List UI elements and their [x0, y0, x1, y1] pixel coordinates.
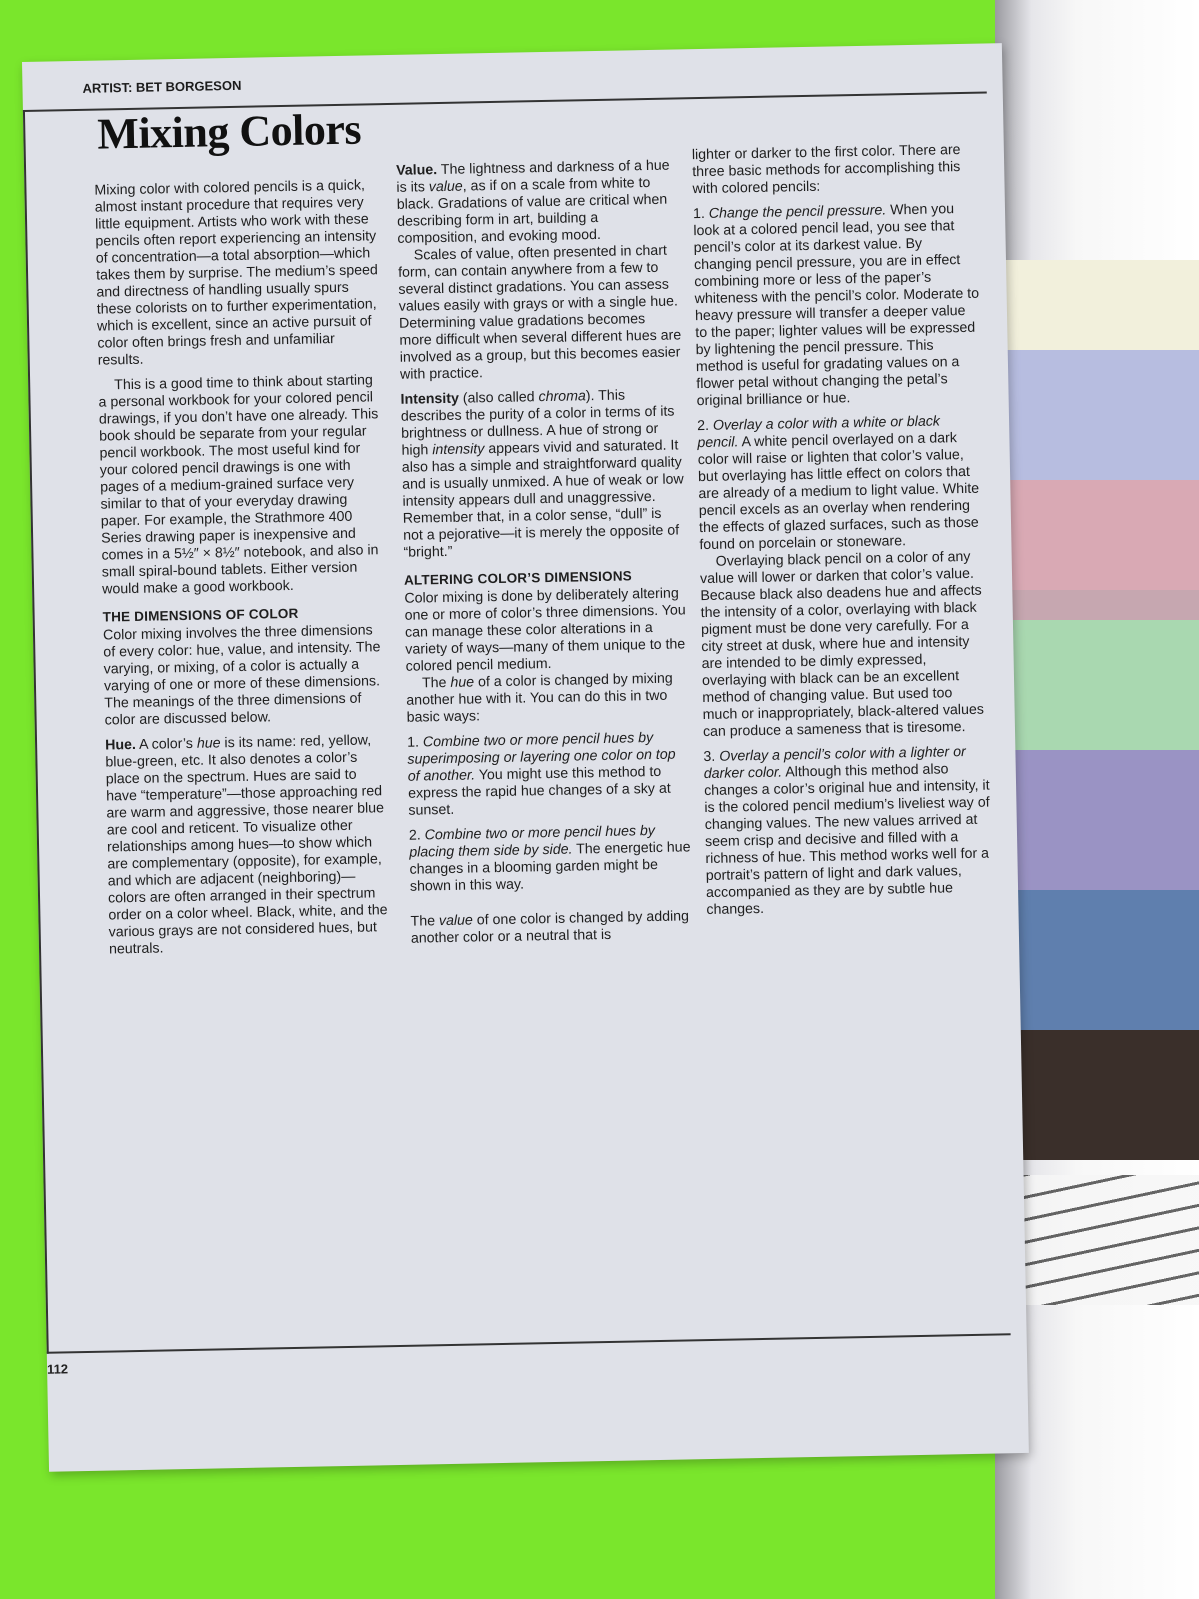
page-number: 112 [46, 1361, 69, 1377]
swatch-dark-brown [1000, 1030, 1199, 1160]
heading-dimensions-of-color: THE DIMENSIONS OF COLOR [102, 605, 299, 625]
hue-method-2: 2. Combine two or more pencil hues by placing them side by side. The energetic hue changes in a blooming garden might be shown in this way. [408, 822, 691, 895]
value-method-2: 2. Overlay a color with a white or black pencil. A white pencil overlayed on a dark color will raise or lighten that color’s value, but overlaying has little effect on colors that are already of a medium to light value. White pencil excels as an overlay when rendering the effects of glazed surfaces, such as those found on porcelain or stoneware. [696, 413, 980, 554]
black-overlay-paragraph: Overlaying black pencil on a color of any value will lower or darken that color’s value. Because black also deadens hue and affects the intensity of a color, overlaying with black pigment must be done very carefully. For a city street at dusk, where hue and intensity are intended to be dimly expressed, overlaying with black can be an excellent method of changing value. But used too much or inappropriately, black-altered values can produce a sameness that is tiresome. [699, 548, 985, 741]
column-3 [692, 142, 993, 927]
intensity-paragraph: Intensity (also called chroma). This describes the purity of a color in terms of its brightness or dullness. A hue of strong or high intensity appears vivid and saturated. It also has a simple and straightforward quality and is usually unmixed. A hue of weak or low intensity appears dull and unaggressive. Remember that, in a color sense, “dull” is not a pejorative—it is merely the opposite of “bright.” [400, 387, 684, 561]
scales-paragraph: Scales of value, often presented in chart form, can contain anywhere from a few to several distinct gradations. You can assess values easily with grays or with a single hue. Determining value gradations becomes more difficult when several different hues are involved as a group, but this becomes easier with practice. [397, 242, 682, 383]
book-page [22, 43, 1029, 1472]
column-1 [94, 177, 391, 966]
value-method-1: 1. Change the pencil pressure. When you look at a colored pencil lead, you see that pencil’s color at its darkest value. By changing pencil pressure, you are in effect combining more or less of the paper’s whiteness with the pencil’s color. Moderate to heavy pressure will transfer a deeper value to the paper; lighter values will be expressed by lightening the pencil pressure. This method is useful for gradating values on a flower petal without changing the petal’s original brilliance or hue. [692, 201, 980, 410]
hue-change-paragraph: The hue of a color is changed by mixing another hue with it. You can do this in two basic ways: [406, 670, 673, 726]
continuation-paragraph: lighter or darker to the first color. There are three basic methods for accomplishing this with colored pencils: [691, 142, 961, 198]
swatch-cream [1000, 260, 1199, 350]
artist-credit: ARTIST: BET BORGESON [82, 77, 242, 96]
heading-altering-dimensions: ALTERING COLOR’S DIMENSIONS [403, 568, 633, 588]
hue-paragraph: Hue. A color’s hue is its name: red, yellow, blue-green, etc. It also denotes a color’s place on the spectrum. Hues are said to have “temperature”—those approaching red are warm and aggressive, those nearer blue are cool and reticent. To visualize other relationships among hues—to show which are complementary (opposite), for example, and which are adjacent (neighboring)—colors are often arranged in their spectrum order on a color wheel. Black, white, and the various grays are not considered hues, but neutrals. [104, 732, 388, 958]
page-title: Mixing Colors [96, 104, 362, 159]
column-2 [396, 157, 693, 955]
workbook-paragraph: This is a good time to think about starting a personal workbook for your colored pencil drawings, if you don’t have one already. This book should be separate from your regular pencil workbook. The most useful kind for your colored pencil drawings is one with pages of a medium-grained surface very similar to that of your everyday drawing paper. For example, the Strathmore 400 Series drawing paper is inexpensive and comes in a 5½″ × 8½″ notebook, and also in small spiral-bound tablets. Either version would make a good workbook. [98, 372, 379, 598]
color-swatch-strip [1000, 260, 1199, 1160]
swatch-green [1000, 620, 1199, 750]
swatch-lavender [1000, 350, 1199, 480]
altering-paragraph: Color mixing is done by deliberately altering one or more of color’s three dimensions. You can manage these color alterations in a variety of ways—many of them unique to the colored pencil medium. [404, 585, 686, 675]
value-method-3: 3. Overlay a pencil’s color with a lighter or darker color. Although this method also changes a color’s original hue and intensity, it is the colored pencil medium’s liveliest way of changing values. The new values arrived at seem crisp and decisive and filled with a richness of hue. This method works well for a portrait’s pattern of light and dark values, accompanied as they are by subtle hue changes. [703, 744, 990, 919]
intro-paragraph: Mixing color with colored pencils is a quick, almost instant procedure that requires very little equipment. Artists who work with these pencils often report experiencing an intensity of concentration—a total absorption—which takes them by surprise. The medium’s speed and directness of handling usually spurs these colorists on to further experimentation, which is excellent, since an active pursuit of color often brings fresh and unfamiliar results. [94, 177, 379, 369]
swatch-violet [1000, 750, 1199, 890]
swatch-pink [1000, 480, 1199, 590]
value-change-paragraph: The value of one color is changed by adding another color or a neutral that is [410, 908, 690, 947]
swatch-blue [1000, 890, 1199, 1030]
dimensions-paragraph: Color mixing involves the three dimensions of every color: hue, value, and intensity. The varying, or mixing, of a color is actually a varying of one or more of these dimensions. The meanings of the three dimensions of color are discussed below. [102, 622, 381, 729]
swatch-mauve [1000, 590, 1199, 620]
value-paragraph: Value. The lightness and darkness of a hue is its value, as if on a scale from white to black. Gradations of value are critical when describing form in art, building a composition, and evoking mood. [396, 157, 670, 247]
hue-method-1: 1. Combine two or more pencil hues by superimposing or layering one color on top of another. You might use this method to express the rapid hue changes of a sky at sunset. [406, 730, 676, 819]
